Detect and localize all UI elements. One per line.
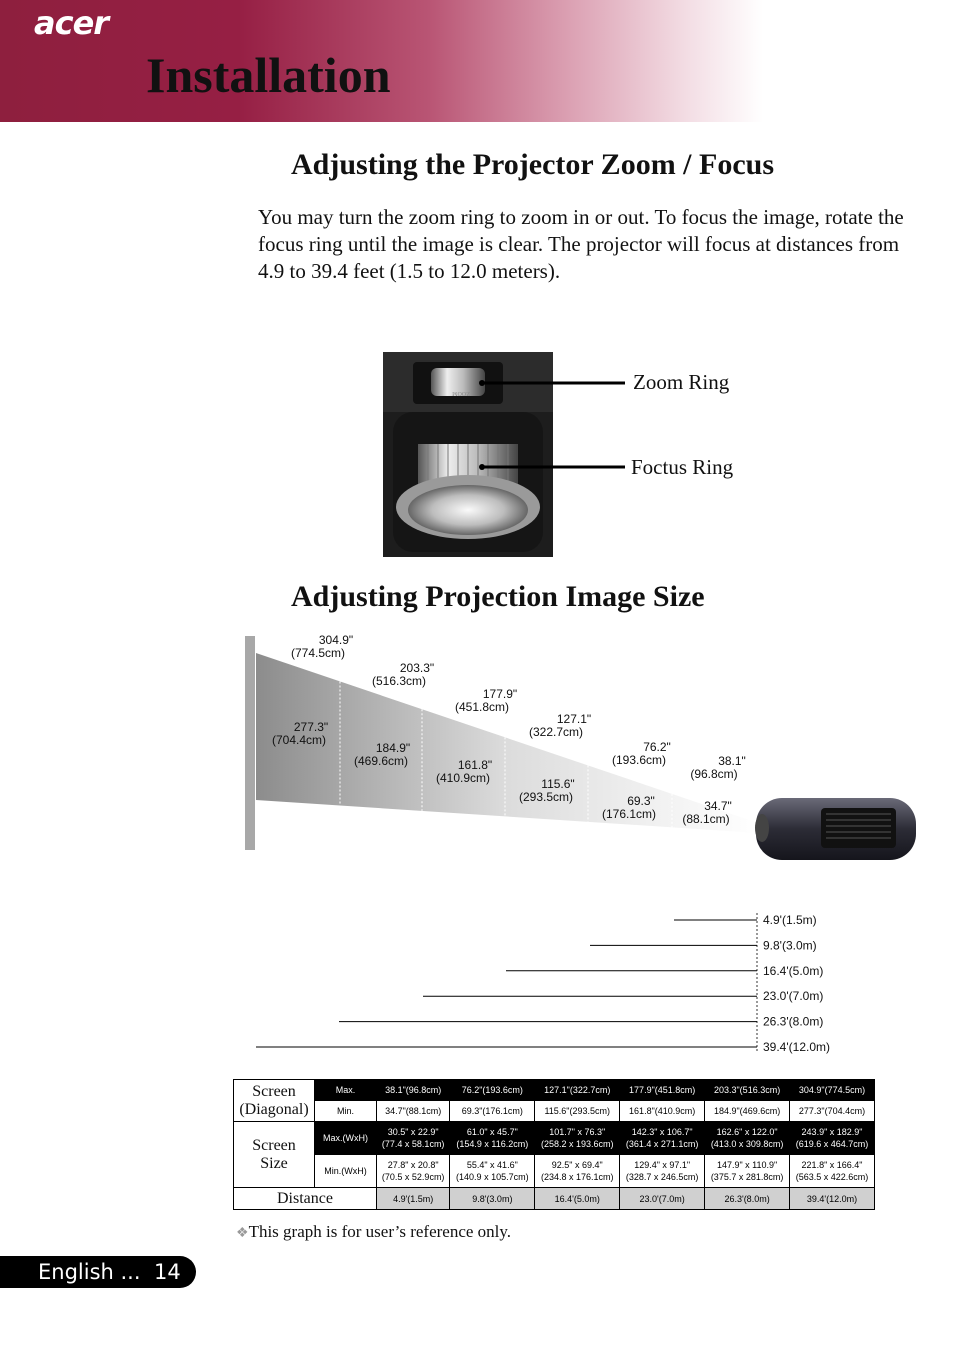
min-size-label: 69.3" [627, 794, 655, 808]
projection-beam [256, 653, 758, 833]
table-cell: 147.9" x 110.9" (375.7 x 281.8cm) [705, 1155, 790, 1188]
table-cell: 221.8" x 166.4" (563.5 x 422.6cm) [790, 1155, 875, 1188]
section-heading-zoom-focus: Adjusting the Projector Zoom / Focus [291, 148, 775, 181]
diamond-bullet-icon: ❖ [236, 1226, 249, 1241]
table-cell: 101.7" x 76.3" (258.2 x 193.6cm) [535, 1122, 620, 1155]
callout-lines [470, 370, 630, 480]
max-size-label: 76.2" [643, 740, 671, 754]
table-cell: 4.9'(1.5m) [377, 1188, 450, 1210]
table-cell: 39.4'(12.0m) [790, 1188, 875, 1210]
table-row [234, 1101, 875, 1122]
distance-label: 4.9'(1.5m) [763, 913, 817, 927]
table-cell: 55.4" x 41.6" (140.9 x 105.7cm) [450, 1155, 535, 1188]
projection-size-diagram [236, 628, 926, 1068]
reference-note: ❖This graph is for user’s reference only. [236, 1222, 512, 1241]
table-cell: 162.6" x 122.0" (413.0 x 309.8cm) [705, 1122, 790, 1155]
table-cell: 76.2"(193.6cm) [450, 1080, 535, 1101]
projector-icon [755, 798, 916, 860]
max-size-label: 203.3" [399, 661, 435, 675]
distance-label: 26.3'(8.0m) [763, 1014, 824, 1029]
projection-size-table [233, 1079, 875, 1210]
table-cell: 38.1"(96.8cm) [377, 1080, 450, 1101]
sub-label-min: Min. [315, 1101, 377, 1122]
zoom-text: ZOOM [452, 390, 470, 396]
table-cell: 9.8'(3.0m) [450, 1188, 535, 1210]
page-title: Installation [146, 47, 391, 103]
table-cell: 142.3" x 106.7" (361.4 x 271.1cm) [620, 1122, 705, 1155]
table-cell: 203.3"(516.3cm) [705, 1080, 790, 1101]
page-header-banner [0, 0, 954, 122]
max-size-label: 177.9" [482, 687, 518, 701]
row-label-screen-diagonal: Screen (Diagonal) [234, 1080, 315, 1122]
min-size-label: (410.9cm) [435, 771, 491, 785]
min-size-label: 277.3" [293, 720, 329, 734]
table-cell: 61.0" x 45.7" (154.9 x 116.2cm) [450, 1122, 535, 1155]
max-size-label: (96.8cm) [690, 767, 738, 781]
max-size-label: (322.7cm) [528, 725, 584, 739]
zoom-focus-paragraph: You may turn the zoom ring to zoom in or out. To focus the image, rotate the focus ring until the image is clear. The projector will focus at distances from 4.9 to 39.4 feet (1.5 to 12.0 meters). [258, 205, 904, 283]
table-row [234, 1122, 875, 1155]
distance-label: 16.4'(5.0m) [763, 963, 824, 978]
min-size-label: (704.4cm) [271, 733, 327, 747]
table-cell: 161.8"(410.9cm) [620, 1101, 705, 1122]
section-heading-image-size: Adjusting Projection Image Size [291, 580, 705, 613]
footer-language: English ... [38, 1260, 141, 1284]
table-cell: 27.8" x 20.8" (70.5 x 52.9cm) [377, 1155, 450, 1188]
page-footer [0, 1256, 196, 1288]
projection-screen-wall [245, 636, 255, 850]
table-cell: 26.3'(8.0m) [705, 1188, 790, 1210]
min-size-label: 34.7" [704, 799, 732, 813]
max-size-label: (451.8cm) [454, 700, 510, 714]
sub-label-max: Max. [315, 1080, 377, 1101]
min-size-label: 161.8" [457, 758, 493, 772]
table-cell: 30.5" x 22.9" (77.4 x 58.1cm) [377, 1122, 450, 1155]
table-cell: 23.0'(7.0m) [620, 1188, 705, 1210]
focus-ring-label: Foctus Ring [631, 455, 734, 479]
table-cell: 129.4" x 97.1" (328.7 x 246.5cm) [620, 1155, 705, 1188]
row-label-distance: Distance [234, 1188, 377, 1210]
zoom-ring-label: Zoom Ring [633, 370, 730, 394]
min-size-label: 115.6" [541, 777, 575, 791]
table-cell: 127.1"(322.7cm) [535, 1080, 620, 1101]
max-size-label: 38.1" [718, 754, 746, 768]
min-size-label: (88.1cm) [682, 812, 730, 826]
max-size-label: 304.9" [318, 633, 354, 647]
table-row [234, 1188, 875, 1210]
min-size-label: (469.6cm) [353, 754, 409, 768]
table-cell: 243.9" x 182.9" (619.6 x 464.7cm) [790, 1122, 875, 1155]
max-size-label: (516.3cm) [371, 674, 427, 688]
max-size-label: (774.5cm) [290, 646, 346, 660]
distance-label: 9.8'(3.0m) [763, 938, 817, 953]
max-size-label: 127.1" [556, 712, 592, 726]
table-cell: 184.9"(469.6cm) [705, 1101, 790, 1122]
table-cell: 304.9"(774.5cm) [790, 1080, 875, 1101]
distance-label: 39.4'(12.0m) [763, 1040, 830, 1054]
table-cell: 115.6"(293.5cm) [535, 1101, 620, 1122]
acer-logo: acer [34, 4, 109, 42]
table-cell: 277.3"(704.4cm) [790, 1101, 875, 1122]
min-size-label: (176.1cm) [601, 807, 657, 821]
table-row [234, 1080, 875, 1101]
table-cell: 69.3"(176.1cm) [450, 1101, 535, 1122]
page-number: 14 [154, 1260, 181, 1284]
table-cell: 177.9"(451.8cm) [620, 1080, 705, 1101]
min-size-label: 184.9" [375, 741, 411, 755]
table-cell: 92.5" x 69.4" (234.8 x 176.1cm) [535, 1155, 620, 1188]
row-label-screen-size: Screen Size [234, 1122, 315, 1188]
table-cell: 34.7"(88.1cm) [377, 1101, 450, 1122]
sub-label-min-wxh: Min.(WxH) [315, 1155, 377, 1188]
table-cell: 16.4'(5.0m) [535, 1188, 620, 1210]
sub-label-max-wxh: Max.(WxH) [315, 1122, 377, 1155]
max-size-label: (193.6cm) [611, 753, 667, 767]
min-size-label: (293.5cm) [518, 790, 574, 804]
distance-label: 23.0'(7.0m) [763, 989, 824, 1004]
table-row [234, 1155, 875, 1188]
